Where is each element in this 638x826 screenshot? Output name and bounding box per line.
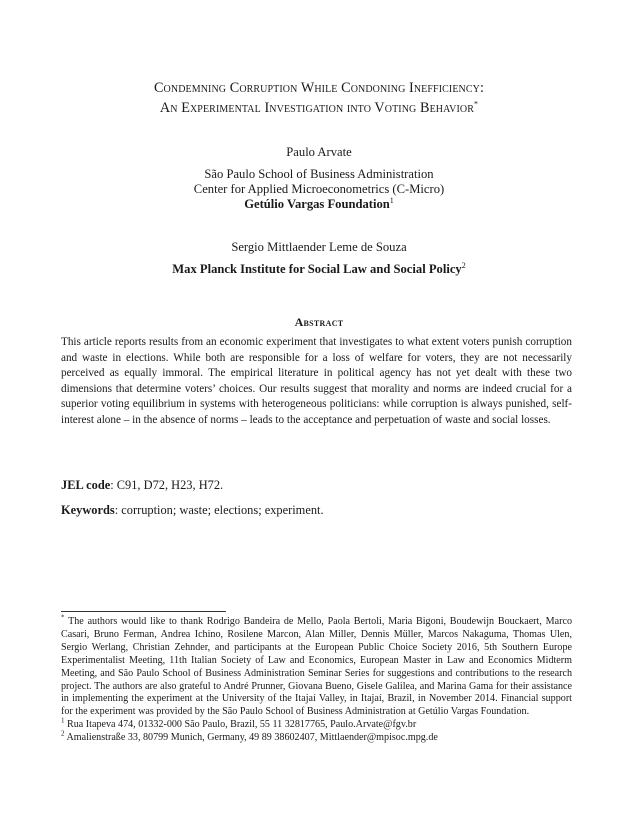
paper-title-line-1	[0, 79, 638, 97]
author-2-institution	[0, 262, 638, 277]
paper-title-line-2	[0, 99, 638, 117]
footnote-text: The authors would like to thank Rodrigo Bandeira de Mello, Paola Bertoli, Maria Bigoni, Boudewijn Bouckaert, Marco Casari, Bruno Ferman, Andrea Ichino, Rosilene Marcon, Alan Miller, Dennis Müller, Marcos Nakaguma, Thomas Ulen, Sergio Werlang, Christian Zehnder, and participants at the European Public Choice Society 2016, 5th Southern Europe Experimentalist Meeting, 11th Italian Society of Law and Economics, European Master in Law and Economics Midterm Meeting, and São Paulo School of Business Administration Seminar Series for suggestions and contributions to the research project. The authors are also grateful to André Prunner, Giovana Bueno, Gisele Galilea, and Marina Gama for their assistance in implementing the experiment at the University of the Itajaí Valley, in Itajaí, Brazil, in November 2014. Financial support for the experiment was provided by the São Paulo School of Business Administration at Getúlio Vargas Foundation.	[61, 616, 572, 718]
author-2-name: Sergio Mittlaender Leme de Souza	[231, 240, 407, 254]
keywords-label: Keywords	[61, 503, 115, 517]
author-2-institution-text: Max Planck Institute for Social Law and Social Policy	[172, 262, 462, 276]
footnotes	[61, 613, 572, 745]
author-1-affiliation-1: São Paulo School of Business Administration	[204, 167, 434, 181]
footnote-acknowledgements	[61, 613, 572, 719]
footnote-text: Rua Itapeva 474, 01332-000 São Paulo, Brazil, 55 11 32817765, Paulo.Arvate@fgv.br	[64, 719, 417, 731]
footnote-marker: 2	[61, 729, 65, 738]
footnote-marker: *	[61, 613, 65, 622]
author-1-institution-text: Getúlio Vargas Foundation	[244, 197, 390, 211]
jel-label: JEL code	[61, 478, 111, 492]
author-2-footnote-marker: 2	[461, 260, 466, 270]
footnote-divider	[61, 611, 226, 612]
footnote-marker: 1	[61, 716, 65, 725]
author-1-name: Paulo Arvate	[286, 145, 352, 159]
author-1-institution	[0, 197, 638, 212]
footnote-author-2-address	[61, 729, 572, 745]
title-text-2: An Experimental Investigation into Voting Behavior	[159, 100, 474, 116]
author-1-footnote-marker: 1	[389, 195, 394, 205]
footnote-text: Amalienstraße 33, 80799 Munich, Germany, 49 89 38602407, Mittlaender@mpisoc.mpg.de	[64, 732, 438, 744]
jel-value: : C91, D72, H23, H72.	[110, 478, 224, 492]
jel-codes	[61, 478, 223, 493]
title-text-1: Condemning Corruption While Condoning Inefficiency:	[153, 80, 485, 96]
author-1-affiliation-2: Center for Applied Microeconometrics (C-Micro)	[193, 182, 445, 196]
title-footnote-marker: *	[473, 99, 479, 109]
abstract-heading: Abstract	[294, 315, 344, 329]
abstract-body: This article reports results from an economic experiment that investigates to what extent voters punish corruption and waste in elections. While both are responsible for a loss of welfare for voters, they are not necessarily perceived as equally immoral. The empirical literature in political agency has not yet dealt with these two dimensions that determine voters’ choices. Our results suggest that morality and norms are indeed crucial for a superior voting equilibrium in systems with heterogeneous politicians: while corruption is always punished, self-interest alone – in the absence of norms – leads to the acceptance and perpetuation of waste and social losses.	[61, 336, 572, 426]
keywords-value: : corruption; waste; elections; experiment.	[114, 503, 324, 517]
keywords	[61, 503, 324, 518]
footnote-author-1-address	[61, 716, 572, 732]
